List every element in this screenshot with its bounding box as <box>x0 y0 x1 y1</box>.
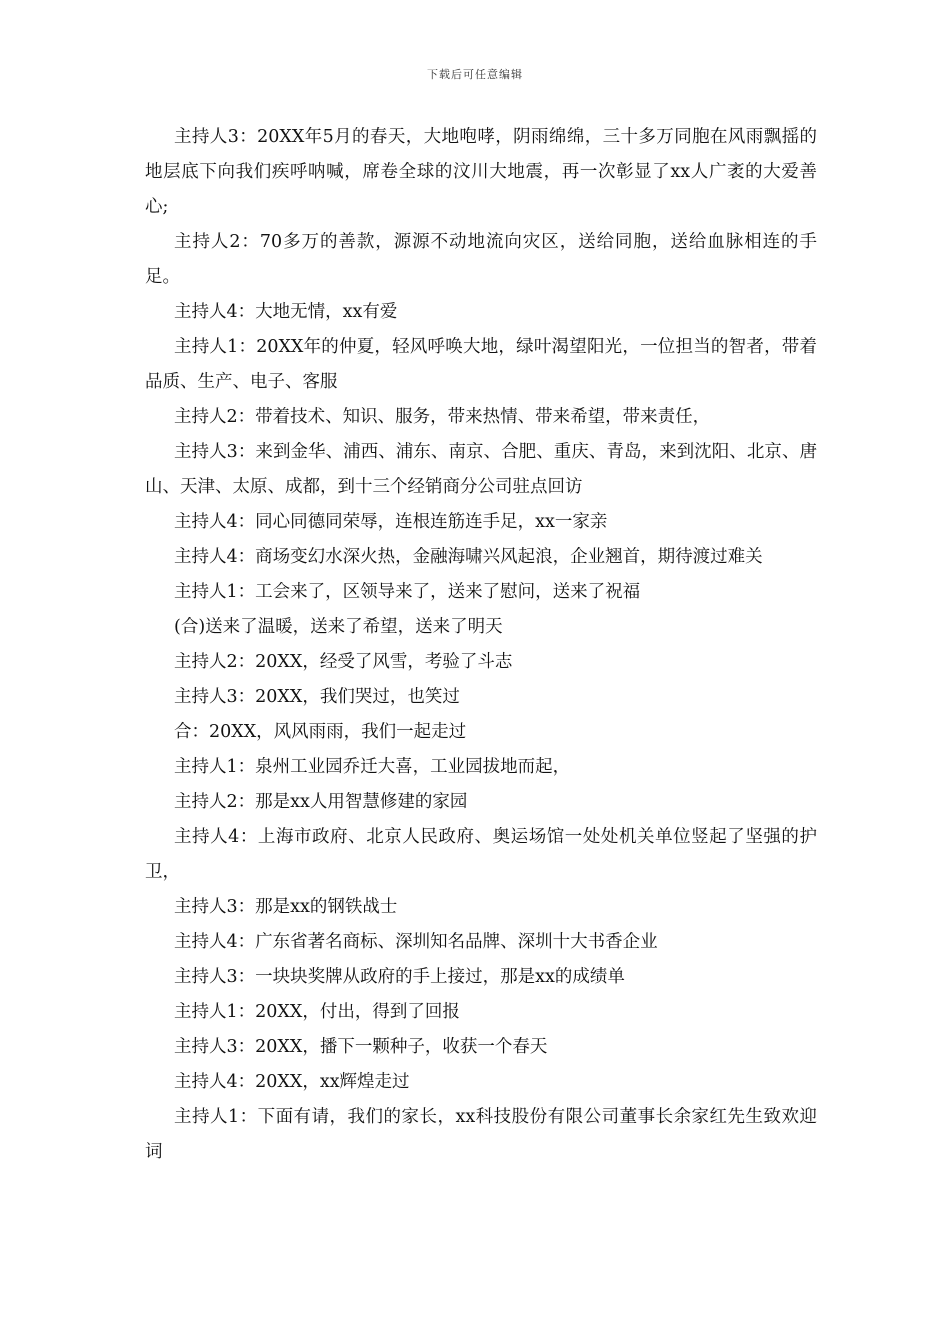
paragraph: 主持人2：那是xx人用智慧修建的家园 <box>174 792 468 812</box>
paragraph: 主持人4：同心同德同荣辱，连根连筋连手足，xx一家亲 <box>174 512 608 532</box>
paragraph: 合：20XX，风风雨雨，我们一起走过 <box>174 722 467 742</box>
paragraph: 主持人2：20XX，经受了风雪，考验了斗志 <box>174 652 513 672</box>
paragraph: 主持人4：上海市政府、北京人民政府、奥运场馆一处处机关单位竖起了坚强的护卫， <box>145 827 817 882</box>
paragraph: 主持人3：来到金华、浦西、浦东、南京、合肥、重庆、青岛，来到沈阳、北京、唐山、天津、太原、成都，到十三个经销商分公司驻点回访 <box>145 442 817 497</box>
paragraph: 主持人1：20XX年的仲夏，轻风呼唤大地，绿叶渴望阳光，一位担当的智者，带着品质、生产、电子、客服 <box>145 337 817 392</box>
paragraph: 主持人2：带着技术、知识、服务，带来热情、带来希望，带来责任， <box>174 407 711 427</box>
paragraph: 主持人1：下面有请，我们的家长，xx科技股份有限公司董事长余家红先生致欢迎词 <box>145 1107 817 1162</box>
document-body <box>145 120 817 1170</box>
paragraph: 主持人4：大地无情，xx有爱 <box>174 302 398 322</box>
paragraph: 主持人1：工会来了，区领导来了，送来了慰问，送来了祝福 <box>174 582 641 602</box>
paragraph: 主持人3：20XX年5月的春天，大地咆哮，阴雨绵绵，三十多万同胞在风雨飘摇的地层底下向我们疾呼呐喊，席卷全球的汶川大地震，再一次彰显了xx人广袤的大爱善心; <box>145 127 817 217</box>
paragraph: 主持人2：70多万的善款，源源不动地流向灾区，送给同胞，送给血脉相连的手足。 <box>145 232 817 287</box>
paragraph: 主持人3：20XX，播下一颗种子，收获一个春天 <box>174 1037 548 1057</box>
paragraph: 主持人4：广东省著名商标、深圳知名品牌、深圳十大书香企业 <box>174 932 658 952</box>
paragraph: 主持人3：20XX，我们哭过，也笑过 <box>174 687 460 707</box>
paragraph: 主持人3：那是xx的钢铁战士 <box>174 897 398 917</box>
paragraph: 主持人3：一块块奖牌从政府的手上接过，那是xx的成绩单 <box>174 967 625 987</box>
paragraph: 主持人1：20XX，付出，得到了回报 <box>174 1002 460 1022</box>
paragraph: 主持人4：商场变幻水深火热，金融海啸兴风起浪，企业翘首，期待渡过难关 <box>174 547 763 567</box>
paragraph: (合)送来了温暖，送来了希望，送来了明天 <box>174 617 503 637</box>
page-header-note: 下载后可任意编辑 <box>427 68 523 81</box>
paragraph: 主持人1：泉州工业园乔迁大喜，工业园拔地而起， <box>174 757 571 777</box>
paragraph: 主持人4：20XX，xx辉煌走过 <box>174 1072 410 1092</box>
